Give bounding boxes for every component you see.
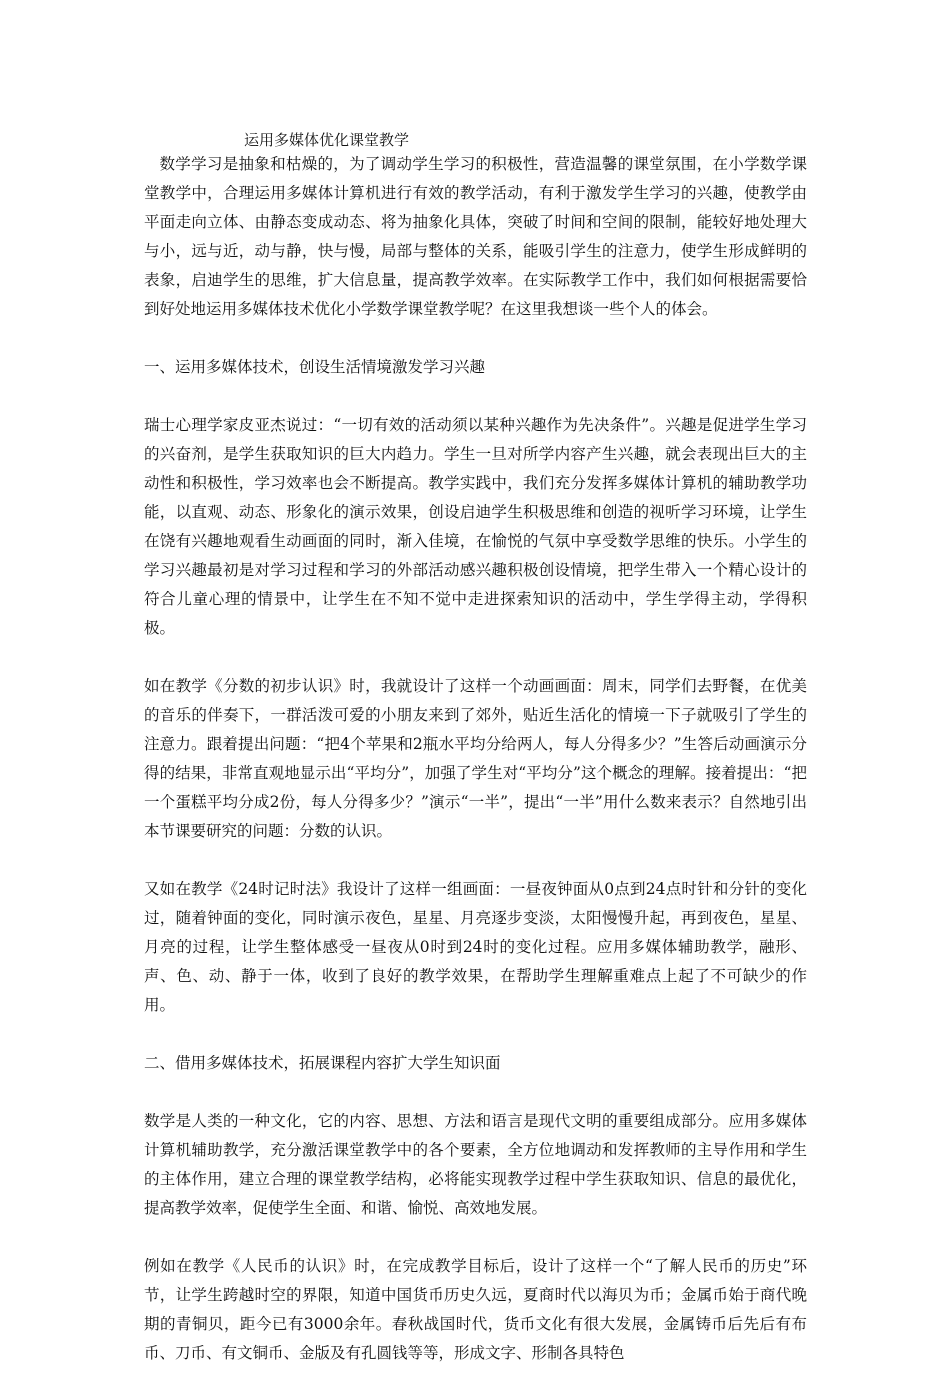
document-title: 运用多媒体优化课堂教学 — [244, 131, 410, 149]
section-2-paragraph-1: 数学是人类的一种文化，它的内容、思想、方法和语言是现代文明的重要组成部分。应用多媒体计算机辅助教学，充分激活课堂教学中的各个要素，全方位地调动和发挥教师的主导作用和学生的主体作用，建立合理的课堂教学结构，必将能实现教学过程中学生获取知识、信息的最优化，提高教学效率，促使学生全面、和谐、愉悦、高效地发展。 — [144, 1112, 807, 1217]
section-2-paragraph-2: 例如在教学《人民币的认识》时，在完成教学目标后，设计了这样一个“了解人民币的历史”环节，让学生跨越时空的界限，知道中国货币历史久远，夏商时代以海贝为币；金属币始于商代晚期的青铜贝，距今已有3000余年。春秋战国时代，货币文化有很大发展，金属铸币后先后有布币、刀币、有文铜币、金版及有孔圆钱等等，形成文字、形制各具特色 — [144, 1257, 807, 1362]
section-1-paragraph-2: 如在教学《分数的初步认识》时，我就设计了这样一个动画画面：周末，同学们去野餐，在优美的音乐的伴奏下，一群活泼可爱的小朋友来到了郊外，贴近生活化的情境一下子就吸引了学生的注意力。跟着提出问题：“把4个苹果和2瓶水平均分给两人，每人分得多少？”生答后动画演示分得的结果，非常直观地显示出“平均分”，加强了学生对“平均分”这个概念的理解。接着提出：“把一个蛋糕平均分成2份，每人分得多少？”演示“一半”，提出“一半”用什么数来表示？自然地引出本节课要研究的问题：分数的认识。 — [144, 677, 807, 840]
section-1-paragraph-3: 又如在教学《24时记时法》我设计了这样一组画面：一昼夜钟面从0点到24点时针和分针的变化过，随着钟面的变化，同时演示夜色，星星、月亮逐步变淡，太阳慢慢升起，再到夜色，星星、月亮的过程，让学生整体感受一昼夜从0时到24时的变化过程。应用多媒体辅助教学，融形、声、色、动、静于一体，收到了良好的教学效果，在帮助学生理解重难点上起了不可缺少的作用。 — [144, 880, 807, 1014]
document-body — [144, 150, 807, 1397]
section-1-heading: 一、运用多媒体技术，创设生活情境激发学习兴趣 — [144, 358, 486, 376]
section-1-paragraph-1: 瑞士心理学家皮亚杰说过：“一切有效的活动须以某种兴趣作为先决条件”。兴趣是促进学生学习的兴奋剂，是学生获取知识的巨大内趋力。学生一旦对所学内容产生兴趣，就会表现出巨大的主动性和积极性，学习效率也会不断提高。教学实践中，我们充分发挥多媒体计算机的辅助教学功能，以直观、动态、形象化的演示效果，创设启迪学生积极思维和创造的视听学习环境，让学生在饶有兴趣地观看生动画面的同时，渐入佳境，在愉悦的气氛中享受数学思维的快乐。小学生的学习兴趣最初是对学习过程和学习的外部活动感兴趣积极创设情境，把学生带入一个精心设计的符合儿童心理的情景中，让学生在不知不觉中走进探索知识的活动中，学生学得主动，学得积极。 — [144, 416, 807, 637]
intro-paragraph: 数学学习是抽象和枯燥的，为了调动学生学习的积极性，营造温馨的课堂氛围，在小学数学课堂教学中，合理运用多媒体计算机进行有效的教学活动，有利于激发学生学习的兴趣，使教学由平面走向立体、由静态变成动态、将为抽象化具体，突破了时间和空间的限制，能较好地处理大与小，远与近，动与静，快与慢，局部与整体的关系，能吸引学生的注意力，使学生形成鲜明的表象，启迪学生的思维，扩大信息量，提高教学效率。在实际教学工作中，我们如何根据需要恰到好处地运用多媒体技术优化小学数学课堂教学呢？在这里我想谈一些个人的体会。 — [144, 155, 807, 318]
section-2-heading: 二、借用多媒体技术，拓展课程内容扩大学生知识面 — [144, 1054, 501, 1072]
